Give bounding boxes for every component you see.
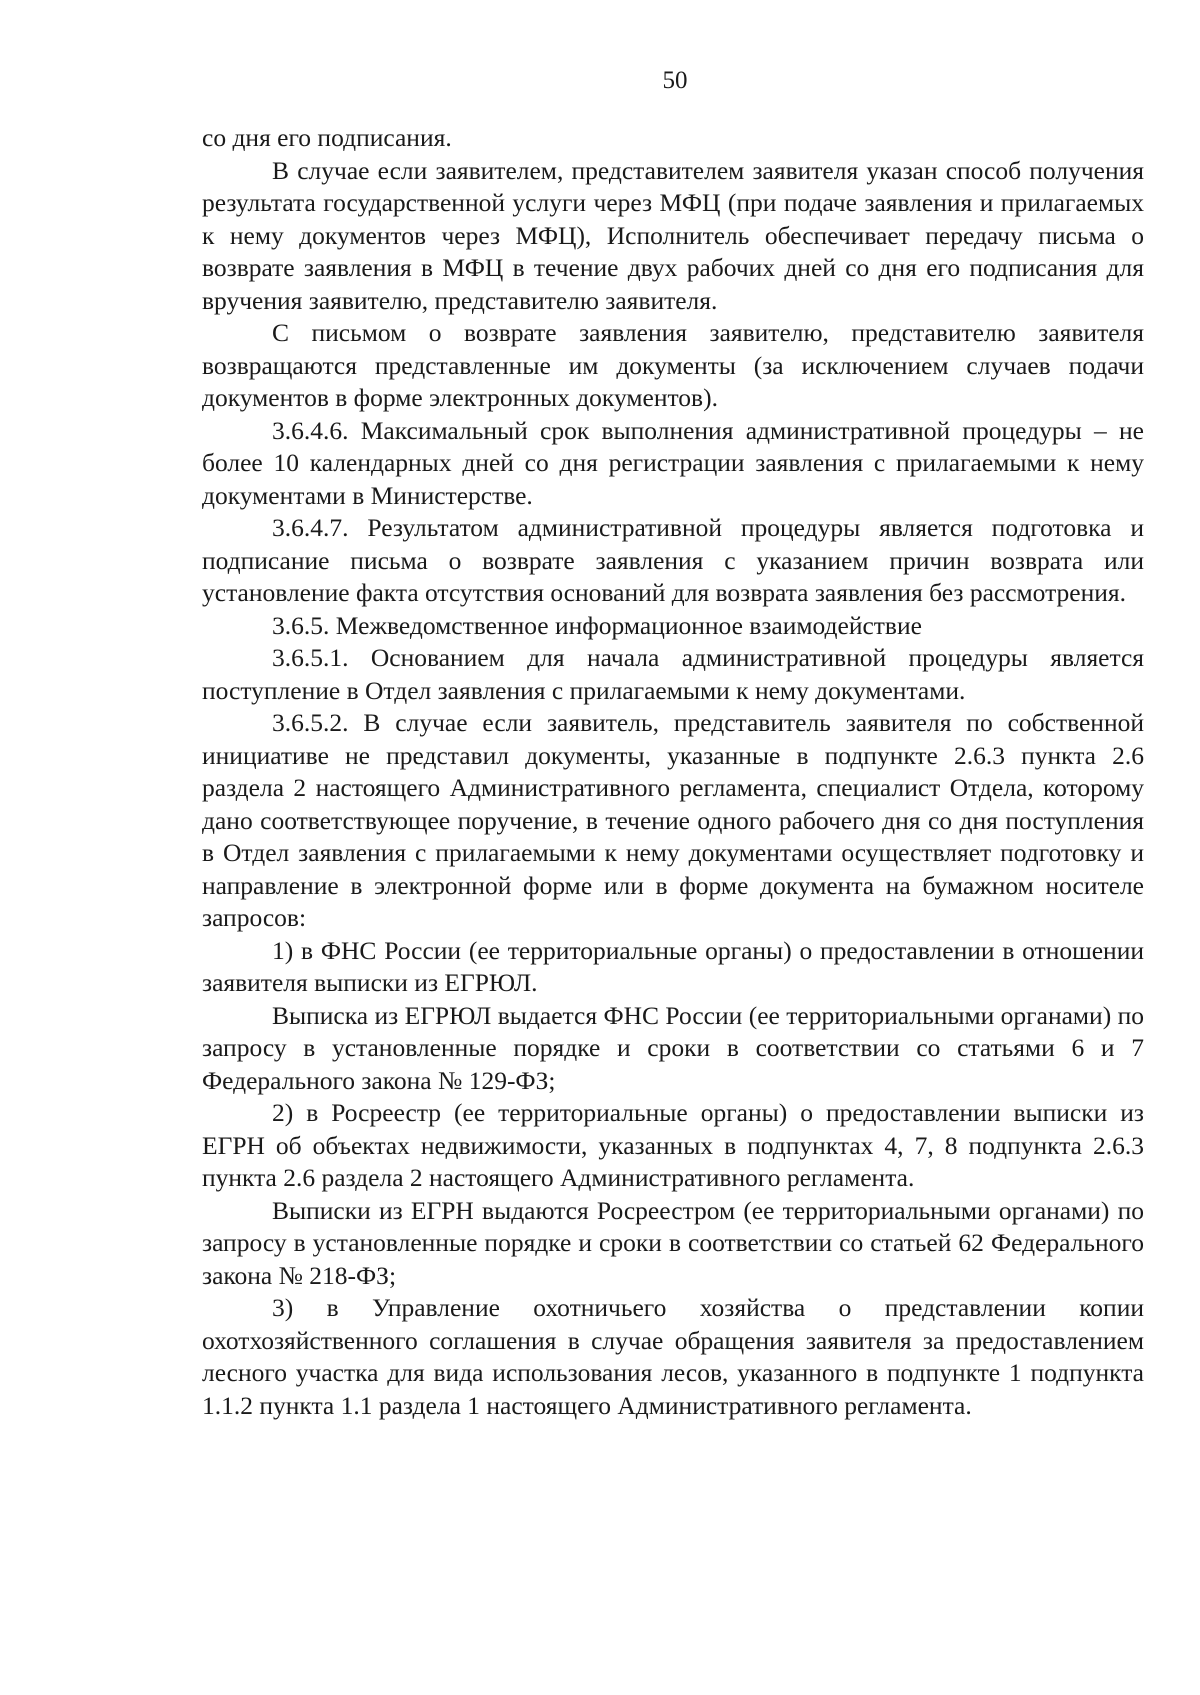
page-number: 50 xyxy=(662,67,688,94)
document-body xyxy=(202,122,1144,1422)
list-item-3: 3) в Управление охотничьего хозяйства о представлении копии охотхозяйственного соглашения в случае обращения заявителя за предоставлением лесного участка для вида использования лесов, указанного в подпункте 1 подпункта 1.1.2 пункта 1.1 раздела 1 настоящего Административного регламента. xyxy=(202,1293,1144,1420)
paragraph-5: 3.6.4.7. Результатом административной процедуры является подготовка и подписание письма о возврате заявления с указанием причин возврата или установление факта отсутствия оснований для возврата заявления без рассмотрения. xyxy=(202,513,1144,607)
paragraph-3: С письмом о возврате заявления заявителю, представителю заявителя возвращаются представленные им документы (за исключением случаев подачи документов в форме электронных документов). xyxy=(202,318,1144,412)
paragraph-4: 3.6.4.6. Максимальный срок выполнения административной процедуры – не более 10 календарных дней со дня регистрации заявления с прилагаемыми к нему документами в Министерстве. xyxy=(202,415,1144,510)
paragraph-1: со дня его подписания. xyxy=(202,123,452,152)
paragraph-10: Выписка из ЕГРЮЛ выдается ФНС России (ее территориальными органами) по запросу в установленные порядке и сроки в соответствии со статьями 6 и 7 Федерального закона № 129-ФЗ; xyxy=(202,1000,1144,1095)
list-item-1: 1) в ФНС России (ее территориальные органы) о предоставлении в отношении заявителя выписки из ЕГРЮЛ. xyxy=(202,935,1144,997)
paragraph-7: 3.6.5.1. Основанием для начала административной процедуры является поступление в Отдел заявления с прилагаемыми к нему документами. xyxy=(202,643,1144,705)
paragraph-8: 3.6.5.2. В случае если заявитель, представитель заявителя по собственной инициативе не представил документы, указанные в подпункте 2.6.3 пункта 2.6 раздела 2 настоящего Административного регламента, специалист Отдела, которому дано соответствующее поручение, в течение одного рабочего дня со дня поступления в Отдел заявления с прилагаемыми к нему документами осуществляет подготовку и направление в электронной форме или в форме документа на бумажном носителе запросов: xyxy=(202,708,1144,932)
list-item-2: 2) в Росреестр (ее территориальные органы) о предоставлении выписки из ЕГРН об объектах недвижимости, указанных в подпунктах 4, 7, 8 подпункта 2.6.3 пункта 2.6 раздела 2 настоящего Административного регламента. xyxy=(202,1098,1144,1192)
paragraph-12: Выписки из ЕГРН выдаются Росреестром (ее территориальными органами) по запросу в установленные порядке и сроки в соответствии со статьей 62 Федерального закона № 218-ФЗ; xyxy=(202,1195,1144,1290)
paragraph-2: В случае если заявителем, представителем заявителя указан способ получения результата государственной услуги через МФЦ (при подаче заявления и прилагаемых к нему документов через МФЦ), Исполнитель обеспечивает передачу письма о возврате заявления в МФЦ в течение двух рабочих дней со дня его подписания для вручения заявителю, представителю заявителя. xyxy=(202,155,1144,315)
section-heading: 3.6.5. Межведомственное информационное взаимодействие xyxy=(272,610,922,640)
